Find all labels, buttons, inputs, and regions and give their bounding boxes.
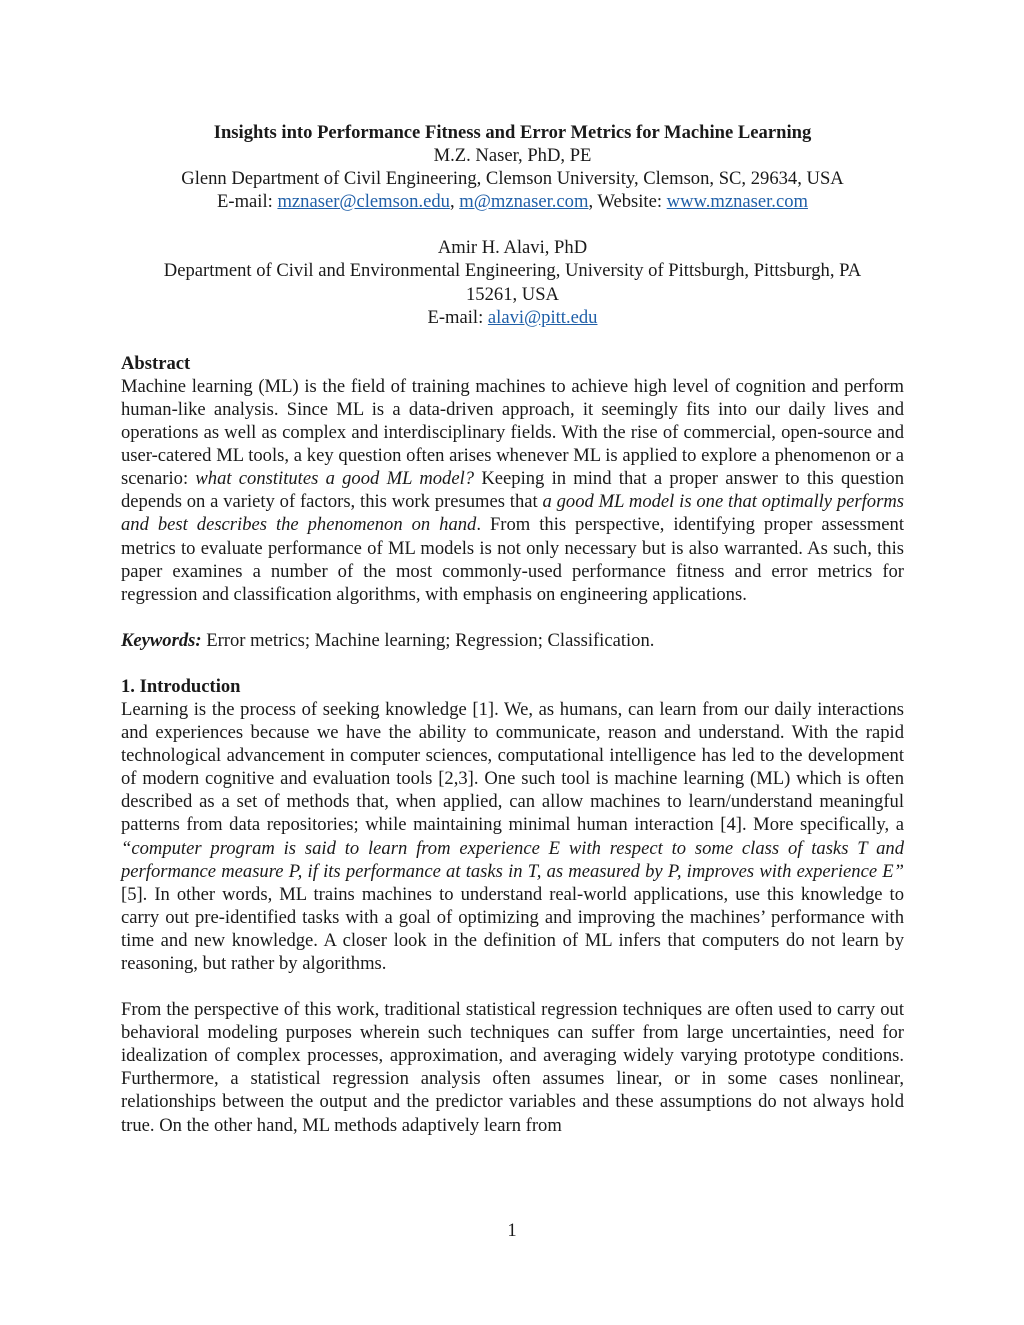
author1-email2-link[interactable]: m@mznaser.com: [459, 191, 589, 213]
abstract-paragraph: [121, 375, 904, 606]
keywords-label: Keywords:: [121, 629, 202, 651]
abstract-question: what constitutes a good ML model?: [195, 468, 475, 490]
abstract-heading: Abstract: [121, 352, 191, 374]
author2-email-label: E-mail:: [427, 306, 488, 328]
paper-title: Insights into Performance Fitness and Error Metrics for Machine Learning: [213, 122, 812, 143]
intro-text-1: Learning is the process of seeking knowledge [1]. We, as humans, can learn from our daily interactions and experiences because we have the ability to communicate, reason and understand. With the rapid technological advancement in computer sciences, computational intelligence has led to the development of modern cognitive and evaluation tools [2,3]. One such tool is machine learning (ML) which is often described as a set of methods that, when applied, can allow machines to learn/understand meaningful patterns from data repositories; while maintaining minimal human interaction [4]. More specifically, a: [121, 698, 904, 836]
intro-quote: “computer program is said to learn from experience E with respect to some class of tasks T and performance measure P, if its performance at tasks in T, as measured by P, improves with experience E”: [121, 837, 904, 882]
intro-text-2: [5]. In other words, ML trains machines to understand real-world applications, use this knowledge to carry out pre-identified tasks with a goal of optimizing and improving the machines’ performance with time and new knowledge. A closer look in the definition of ML infers that computers do not learn by reasoning, but rather by algorithms.: [121, 883, 904, 974]
author1-email-label: E-mail:: [217, 191, 278, 213]
introduction-heading: 1. Introduction: [121, 675, 241, 697]
page-number: 1: [507, 1220, 517, 1241]
abstract-text-2: Keeping in mind that a proper answer to this question depends on a variety of factors, this work presumes that: [121, 468, 904, 513]
author2-name: Amir H. Alavi, PhD: [437, 237, 588, 259]
keywords-line: [121, 629, 904, 652]
author1-email1-link[interactable]: mznaser@clemson.edu: [277, 191, 450, 213]
website-label: , Website:: [588, 191, 667, 213]
author1-contact: [121, 190, 904, 213]
author1-affiliation: Glenn Department of Civil Engineering, Clemson University, Clemson, SC, 29634, USA: [181, 168, 844, 190]
author2-affiliation-line2: 15261, USA: [466, 283, 559, 305]
email-separator: ,: [449, 191, 460, 213]
paper-page: [121, 121, 904, 1137]
abstract-statement: a good ML model is one that optimally performs and best describes the phenomenon on hand: [121, 491, 904, 536]
abstract-text-1: Machine learning (ML) is the field of training machines to achieve high level of cognition and perform human-like analysis. Since ML is a data-driven approach, it seemingly fits into our daily lives and operations as well as complex and interdisciplinary fields. With the rise of commercial, open-source and user-catered ML tools, a key question often arises whenever ML is applied to explore a phenomenon or a scenario:: [121, 375, 904, 490]
author2-contact: [121, 306, 904, 329]
title-block: [121, 121, 904, 329]
abstract-text-3: . From this perspective, identifying proper assessment metrics to evaluate performance of ML models is not only necessary but is also warranted. As such, this paper examines a number of the most commonly-used performance fitness and error metrics for regression and classification algorithms, with emphasis on engineering applications.: [121, 514, 904, 605]
author2-email-link[interactable]: alavi@pitt.edu: [487, 306, 598, 328]
author1-name: M.Z. Naser, PhD, PE: [433, 145, 592, 167]
introduction-paragraph-2: From the perspective of this work, traditional statistical regression techniques are often used to carry out behavioral modeling purposes wherein such techniques can suffer from large uncertainties, need for idealization of complex processes, approximation, and averaging widely varying prototype conditions. Furthermore, a statistical regression analysis often assumes linear, or in some cases nonlinear, relationships between the output and the predictor variables and these assumptions do not always hold true. On the other hand, ML methods adaptively learn from: [121, 999, 904, 1136]
author2-affiliation-line1: Department of Civil and Environmental Engineering, University of Pittsburgh, Pittsburgh, PA: [163, 260, 862, 282]
introduction-paragraph-1: [121, 698, 904, 975]
author1-website-link[interactable]: www.mznaser.com: [666, 191, 808, 213]
keywords-text: Error metrics; Machine learning; Regression; Classification.: [201, 629, 655, 651]
